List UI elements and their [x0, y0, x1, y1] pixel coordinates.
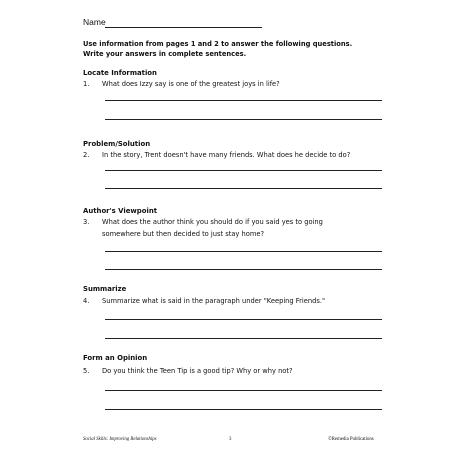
footer-book-title: Social Skills: Improving Relationships	[83, 437, 157, 442]
question-number-1: 1.	[83, 80, 90, 88]
answer-line-2a[interactable]	[105, 170, 382, 171]
section-heading-authors-viewpoint: Author's Viewpoint	[83, 207, 158, 215]
answer-line-2b[interactable]	[105, 188, 382, 189]
answer-line-5b[interactable]	[105, 409, 382, 410]
footer-publisher: ©Remedia Publications	[328, 437, 374, 442]
instructions-line-2: Write your answers in complete sentences.	[83, 50, 247, 58]
footer-page-number: 3	[229, 437, 232, 442]
instructions-line-1: Use information from pages 1 and 2 to answer the following questions.	[83, 40, 353, 48]
answer-line-4a[interactable]	[105, 319, 382, 320]
question-number-5: 5.	[83, 367, 90, 375]
question-1-text: What does Izzy say is one of the greatest joys in life?	[102, 80, 280, 88]
answer-line-4b[interactable]	[105, 338, 382, 339]
section-heading-problem-solution: Problem/Solution	[83, 140, 151, 148]
section-heading-form-an-opinion: Form an Opinion	[83, 354, 148, 362]
section-heading-locate-information: Locate Information	[83, 69, 157, 77]
question-number-2: 2.	[83, 151, 90, 159]
answer-line-5a[interactable]	[105, 390, 382, 391]
question-3-text-line-1: What does the author think you should do if you said yes to going	[102, 218, 323, 226]
question-number-3: 3.	[83, 218, 90, 226]
answer-line-1b[interactable]	[105, 119, 382, 120]
answer-line-3b[interactable]	[105, 269, 382, 270]
question-number-4: 4.	[83, 297, 90, 305]
name-field[interactable]	[105, 27, 262, 28]
answer-line-3a[interactable]	[105, 251, 382, 252]
name-label: Name	[83, 17, 106, 27]
question-2-text: In the story, Trent doesn't have many friends. What does he decide to do?	[102, 151, 351, 159]
question-4-text: Summarize what is said in the paragraph under "Keeping Friends."	[102, 297, 326, 305]
question-5-text: Do you think the Teen Tip is a good tip? Why or why not?	[102, 367, 293, 375]
question-3-text-line-2: somewhere but then decided to just stay home?	[102, 230, 265, 238]
answer-line-1a[interactable]	[105, 100, 382, 101]
section-heading-summarize: Summarize	[83, 285, 127, 293]
